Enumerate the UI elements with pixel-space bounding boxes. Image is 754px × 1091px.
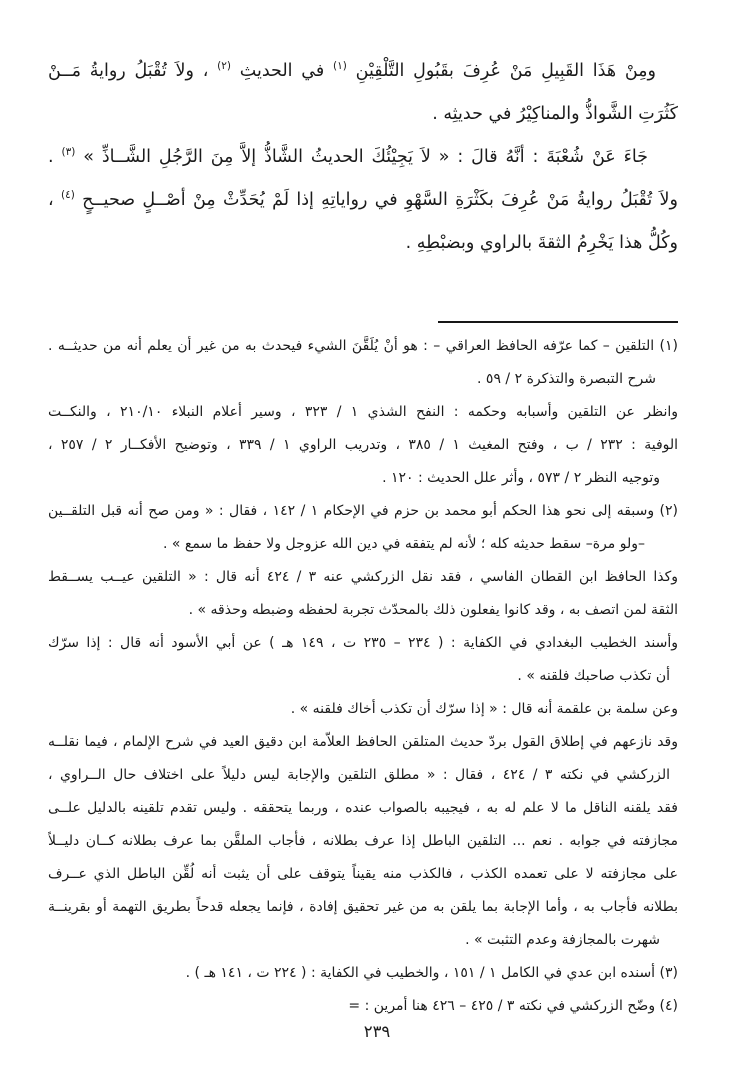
main-text-line <box>48 93 678 136</box>
text-run: ، <box>48 190 61 210</box>
text-run: الثقة لمن اتصف به ، وقد كانوا يفعلون ذلك بالمحدّث تجربة لحفظه وضبطه وحذقه » . <box>188 602 678 618</box>
text-run: (٢) وسبقه إلى نحو هذا الحكم أبو محمد بن حزم في الإحكام ١ / ١٤٢ ، فقال : « ومن صح أنه قبل التلقــين <box>48 503 678 519</box>
main-text-line <box>48 222 678 265</box>
text-run: وعن سلمة بن علقمة أنه قال : « إذا سرّك أن تكذب أخاك فلقنه » . <box>290 701 678 717</box>
footnote-line <box>48 594 678 627</box>
footnote-line <box>48 759 678 792</box>
text-run: كَثُرَتِ الشَّواذُّ والمناكِيْرُ في حديثِه . <box>432 104 678 124</box>
footnote-line <box>48 330 678 363</box>
footnote-line <box>48 363 678 396</box>
footnote-line <box>48 924 678 957</box>
text-run: (٣) أسنده ابن عدي في الكامل ١ / ١٥١ ، والخطيب في الكفاية : ( ٢٢٤ ت ، ١٤١ هـ ) . <box>185 965 678 981</box>
footnote-separator-rule <box>438 321 678 323</box>
footnote-line <box>48 429 678 462</box>
text-run: ، ولاَ تُقْبَلُ روايةُ مَــنْ <box>48 61 218 81</box>
footnote-line <box>48 792 678 825</box>
text-run: وانظر عن التلقين وأسبابه وحكمه : النفح الشذي ١ / ٣٢٣ ، وسير أعلام النبلاء ٢١٠/١٠ ، والنكــت <box>48 404 678 420</box>
main-text-block <box>48 50 678 265</box>
text-run: وتوجيه النظر ٢ / ٥٧٣ ، وأثر علل الحديث : ١٢٠ . <box>382 470 660 486</box>
text-run: بطلانه فأجاب به ، وأما الإجابة بما يلقن به من غير تحقيق إفادة ، فإنما يجعله قدحاً بطريق التهمة أو بقرينــة <box>48 899 678 915</box>
footnote-line <box>48 825 678 858</box>
text-run: في الحديثِ <box>231 61 334 81</box>
footnote-line <box>48 990 678 1023</box>
footnote-marker: (٤) <box>60 189 75 202</box>
main-text-line <box>48 136 678 179</box>
text-run: أن تكذب صاحبك فلقنه » . <box>517 668 670 684</box>
text-run: وأسند الخطيب البغدادي في الكفاية : ( ٢٣٤ – ٢٣٥ ت ، ١٤٩ هـ ) عن أبي الأسود أنه قال : إذا سرّك <box>48 635 678 651</box>
footnotes-block <box>48 330 678 1023</box>
main-text-line <box>48 50 678 93</box>
footnote-line <box>48 726 678 759</box>
footnote-marker: (١) <box>333 60 347 73</box>
text-run: مجازفته في جوابه . نعم ... التلقين الباطل إذا عرف بطلانه ، فأجاب الملقَّن بما عرف بطلانه كــان دليــلاً <box>48 833 678 849</box>
footnote-line <box>48 495 678 528</box>
footnote-line <box>48 858 678 891</box>
text-run: . <box>48 147 62 167</box>
footnote-marker: (٣) <box>61 146 76 159</box>
footnote-marker: (٢) <box>217 60 232 73</box>
main-text-line <box>48 179 678 222</box>
text-run: (١) التلقين – كما عرّفه الحافظ العراقي – : هو أنْ يُلَقَّنَ الشيء فيحدث به من غير أن يعلم أنه من حديثــه . <box>48 338 678 354</box>
text-run: فقد يلقنه الناقل ما لا علم له به ، فيجيبه بالصواب عنده ، وربما يتحققه . وليس تقدم تلقينه بالدليل علــى <box>48 800 678 816</box>
page-number: ٢٣٩ <box>363 1022 391 1041</box>
text-run: وكُلُّ هذا يَخْرِمُ الثقةَ بالراوي وبضبْطِهِ . <box>405 233 678 253</box>
footnote-line <box>48 528 678 561</box>
footnote-line <box>48 891 678 924</box>
footnote-line <box>48 660 678 693</box>
footnote-line <box>48 561 678 594</box>
text-run: جَاءَ عَنْ شُعْبَةَ : أنَّهُ قالَ : « لاَ يَجِيْئُكَ الحديثُ الشَّاذُّ إلاَّ مِنَ الرَّجُلِ الشَّــاذِّ » <box>75 147 648 167</box>
footnote-line <box>48 462 678 495</box>
text-run: ومِنْ هَذَا القَبِيلِ مَنْ عُرِفَ بقَبُولِ التَّلْقِيْنِ <box>346 61 656 81</box>
text-run: شرح التبصرة والتذكرة ٢ / ٥٩ . <box>477 371 656 387</box>
text-run: الزركشي في نكته ٣ / ٤٢٤ ، فقال : « مطلق التلقين والإجابة ليس دليلاً على اختلاف حال الــراوي ، <box>48 767 670 783</box>
footnote-line <box>48 396 678 429</box>
text-run: الوفية : ٢٣٢ / ب ، وفتح المغيث ١ / ٣٨٥ ، وتدريب الراوي ١ / ٣٣٩ ، وتوضيح الأفكــار ٢ / ٢٥٧ ، <box>48 437 678 453</box>
text-run: على مجازفته لا على تعمده الكذب ، فالكذب منه يقيناً يتوقف على أن يثبت أنه لُقِّن الباطل الذي عــرف <box>48 866 678 882</box>
footnote-line <box>48 693 678 726</box>
text-run: (٤) وضّح الزركشي في نكته ٣ / ٤٢٥ – ٤٢٦ هنا أمرين : = <box>348 998 678 1014</box>
footnote-line <box>48 627 678 660</box>
text-run: ولاَ تُقْبَلُ روايةُ مَنْ عُرِفَ بكَثْرَةِ السَّهْوِ في رواياتِهِ إذا لَمْ يُحَدِّثْ مِنْ أصْــلٍ صحيــحٍ <box>74 190 678 210</box>
text-run: وكذا الحافظ ابن القطان الفاسي ، فقد نقل الزركشي عنه ٣ / ٤٢٤ أنه قال : « التلقين عيــب يســقط <box>48 569 678 585</box>
text-run: –ولو مرة– سقط حديثه كله ؛ لأنه لم يتفقه في دين الله عزوجل ولا حفظ ما سمع » . <box>162 536 645 552</box>
text-run: وقد نازعهم في إطلاق القول بردّ حديث المتلقن الحافظ العلاّمة ابن دقيق العيد في شرح الإلمام ، فيما نقلــه <box>48 734 678 750</box>
footnote-line <box>48 957 678 990</box>
text-run: شهرت بالمجازفة وعدم التثبت » . <box>465 932 660 948</box>
